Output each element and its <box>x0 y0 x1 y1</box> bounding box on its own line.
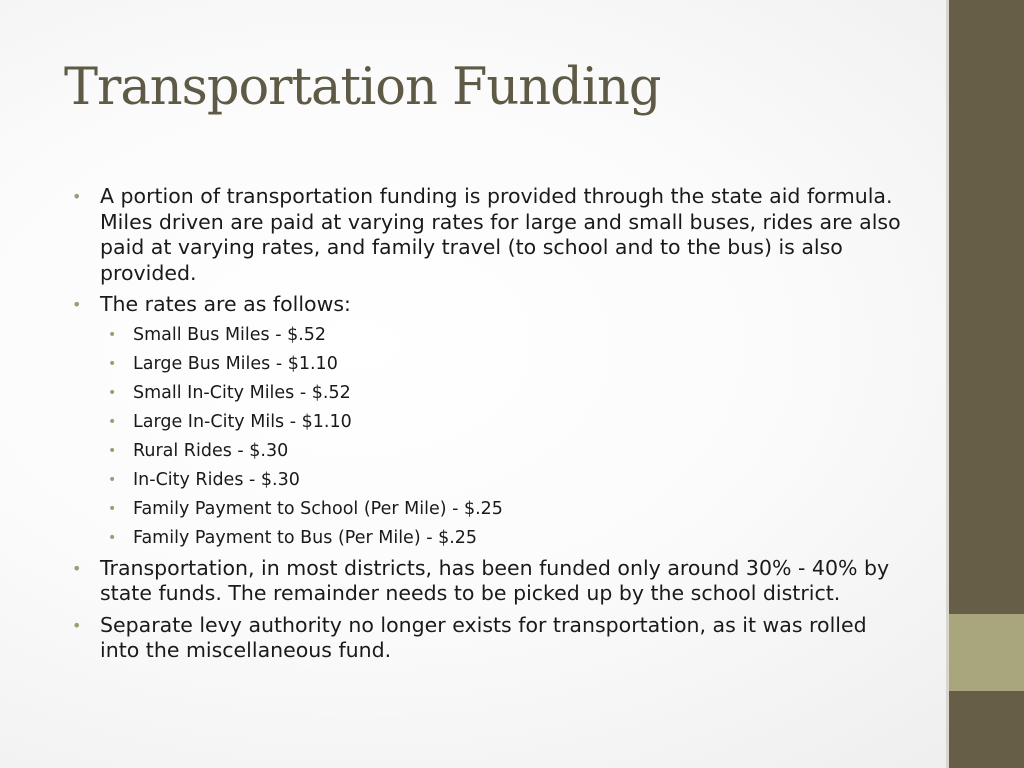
sidebar-accent-block <box>949 614 1024 691</box>
rate-item <box>72 353 912 375</box>
rate-item <box>72 440 912 462</box>
rate-text: Small Bus Miles - $.52 <box>133 324 327 345</box>
bullet-item <box>72 184 912 286</box>
bullet-item <box>72 292 912 318</box>
rate-text: Family Payment to School (Per Mile) - $.25 <box>133 498 503 519</box>
sidebar-decoration <box>946 0 1024 768</box>
bullet-text: The rates are as follows: <box>100 292 351 316</box>
bullet-dot-icon: • <box>108 471 117 488</box>
bullet-dot-icon: • <box>108 500 117 517</box>
rates-list <box>72 324 912 549</box>
rate-text: Large In-City Mils - $1.10 <box>133 411 352 432</box>
bullet-dot-icon: • <box>108 384 117 401</box>
bullet-dot-icon: • <box>108 355 117 372</box>
bullet-text: Separate levy authority no longer exists for transportation, as it was rolled into the miscellaneous fund. <box>100 612 867 662</box>
rate-item <box>72 382 912 404</box>
bullet-text: A portion of transportation funding is provided through the state aid formula. Miles driven are paid at varying rates for large and small buses, rides are also paid at varying rates, and family travel (to school and to the bus) is also provided. <box>100 184 901 285</box>
rate-text: Family Payment to Bus (Per Mile) - $.25 <box>133 527 478 548</box>
bullet-item <box>72 556 912 607</box>
bullet-item <box>72 613 912 664</box>
bullet-dot-icon: • <box>72 558 82 578</box>
rate-item <box>72 469 912 491</box>
rate-item <box>72 324 912 346</box>
rate-text: In-City Rides - $.30 <box>133 469 300 490</box>
rate-item <box>72 498 912 520</box>
bullet-text: Transportation, in most districts, has been funded only around 30% - 40% by state funds. The remainder needs to be picked up by the school district. <box>100 555 890 605</box>
rate-item <box>72 527 912 549</box>
bullet-dot-icon: • <box>108 442 117 459</box>
bullet-dot-icon: • <box>108 413 117 430</box>
bullet-dot-icon: • <box>72 295 82 314</box>
bullet-dot-icon: • <box>72 615 82 635</box>
rate-text: Large Bus Miles - $1.10 <box>133 353 338 374</box>
rate-text: Rural Rides - $.30 <box>133 440 289 461</box>
slide-title: Transportation Funding <box>64 58 661 117</box>
bullet-dot-icon: • <box>72 187 82 206</box>
rate-item <box>72 411 912 433</box>
rate-text: Small In-City Miles - $.52 <box>133 382 351 403</box>
bullet-dot-icon: • <box>108 326 117 343</box>
bullet-dot-icon: • <box>108 529 117 546</box>
slide-body <box>72 184 912 670</box>
